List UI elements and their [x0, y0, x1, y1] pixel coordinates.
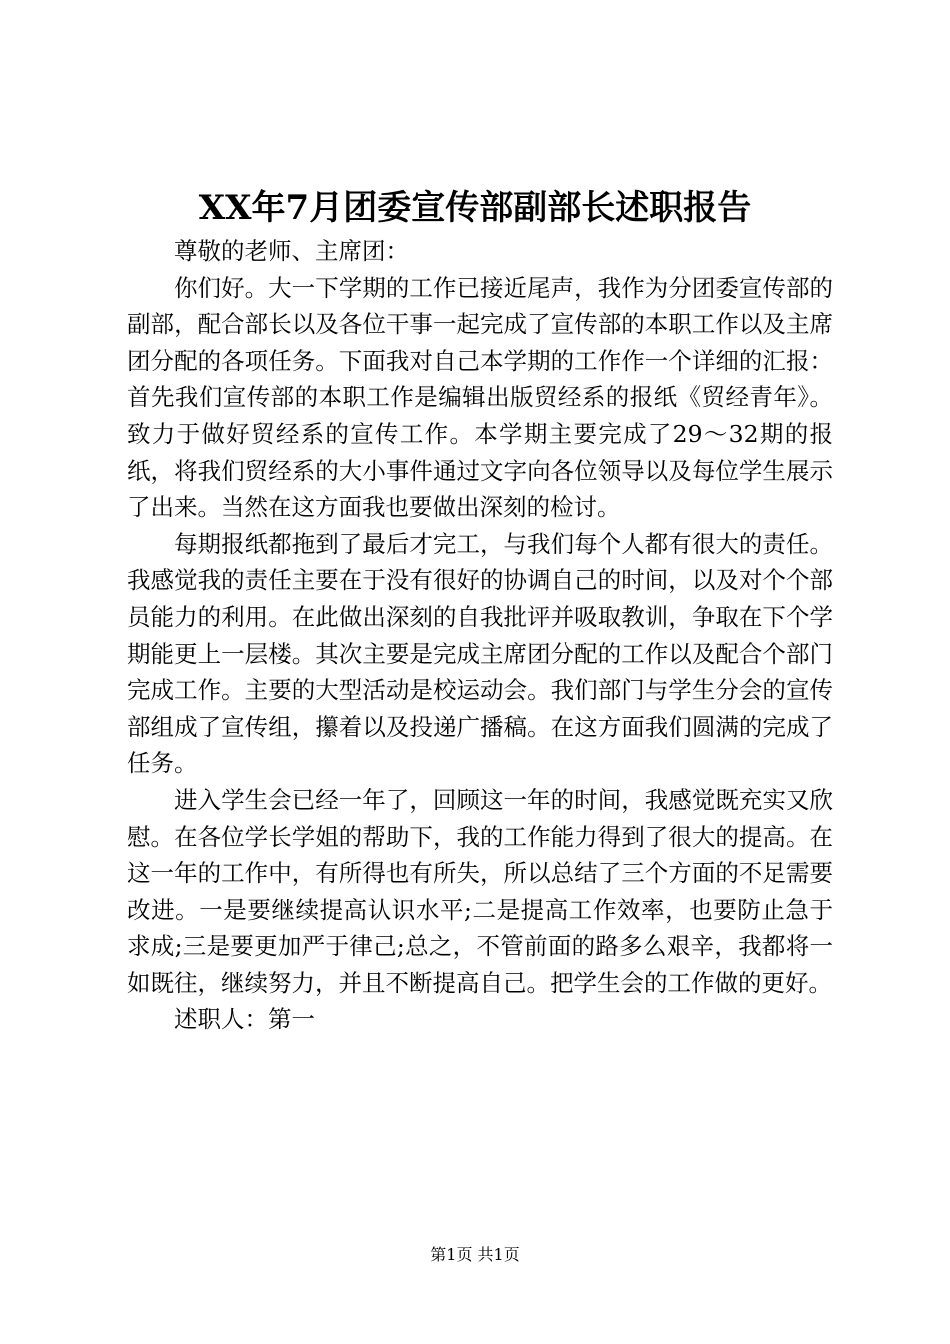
salutation: 尊敬的老师、主席团：: [174, 237, 409, 265]
page-footer: 第1页 共1页: [430, 1245, 520, 1264]
signature: 述职人：第一: [174, 1005, 315, 1034]
document-title: XX年7月团委宣传部副部长述职报告: [198, 188, 752, 228]
paragraph-1: 你们好。大一下学期的工作已接近尾声，我作为分团委宣传部的副部，配合部长以及各位干事一起完成了宣传部的本职工作以及主席团分配的各项任务。下面我对自己本学期的工作作一个详细的汇报：首先我们宣传部的本职工作是编辑出版贸经系的报纸《贸经青年》。致力于做好贸经系的宣传工作。本学期主要完成了29～32期的报纸，将我们贸经系的大小事件通过文字向各位领导以及每位学生展示了出来。当然在这方面我也要做出深刻的检讨。: [127, 273, 833, 522]
paragraph-2: 每期报纸都拖到了最后才完工，与我们每个人都有很大的责任。我感觉我的责任主要在于没有很好的协调自己的时间，以及对个个部员能力的利用。在此做出深刻的自我批评并吸取教训，争取在下个学期能更上一层楼。其次主要是完成主席团分配的工作以及配合个部门完成工作。主要的大型活动是校运动会。我们部门与学生分会的宣传部组成了宣传组，攥着以及投递广播稿。在这方面我们圆满的完成了任务。: [127, 529, 833, 778]
paragraph-3: 进入学生会已经一年了，回顾这一年的时间，我感觉既充实又欣慰。在各位学长学姐的帮助下，我的工作能力得到了很大的提高。在这一年的工作中，有所得也有所失，所以总结了三个方面的不足需要改进。一是要继续提高认识水平;二是提高工作效率，也要防止急于求成;三是要更加严于律己;总之，不管前面的路多么艰辛，我都将一如既往，继续努力，并且不断提高自己。把学生会的工作做的更好。: [127, 785, 833, 997]
document-body: [127, 233, 833, 1038]
